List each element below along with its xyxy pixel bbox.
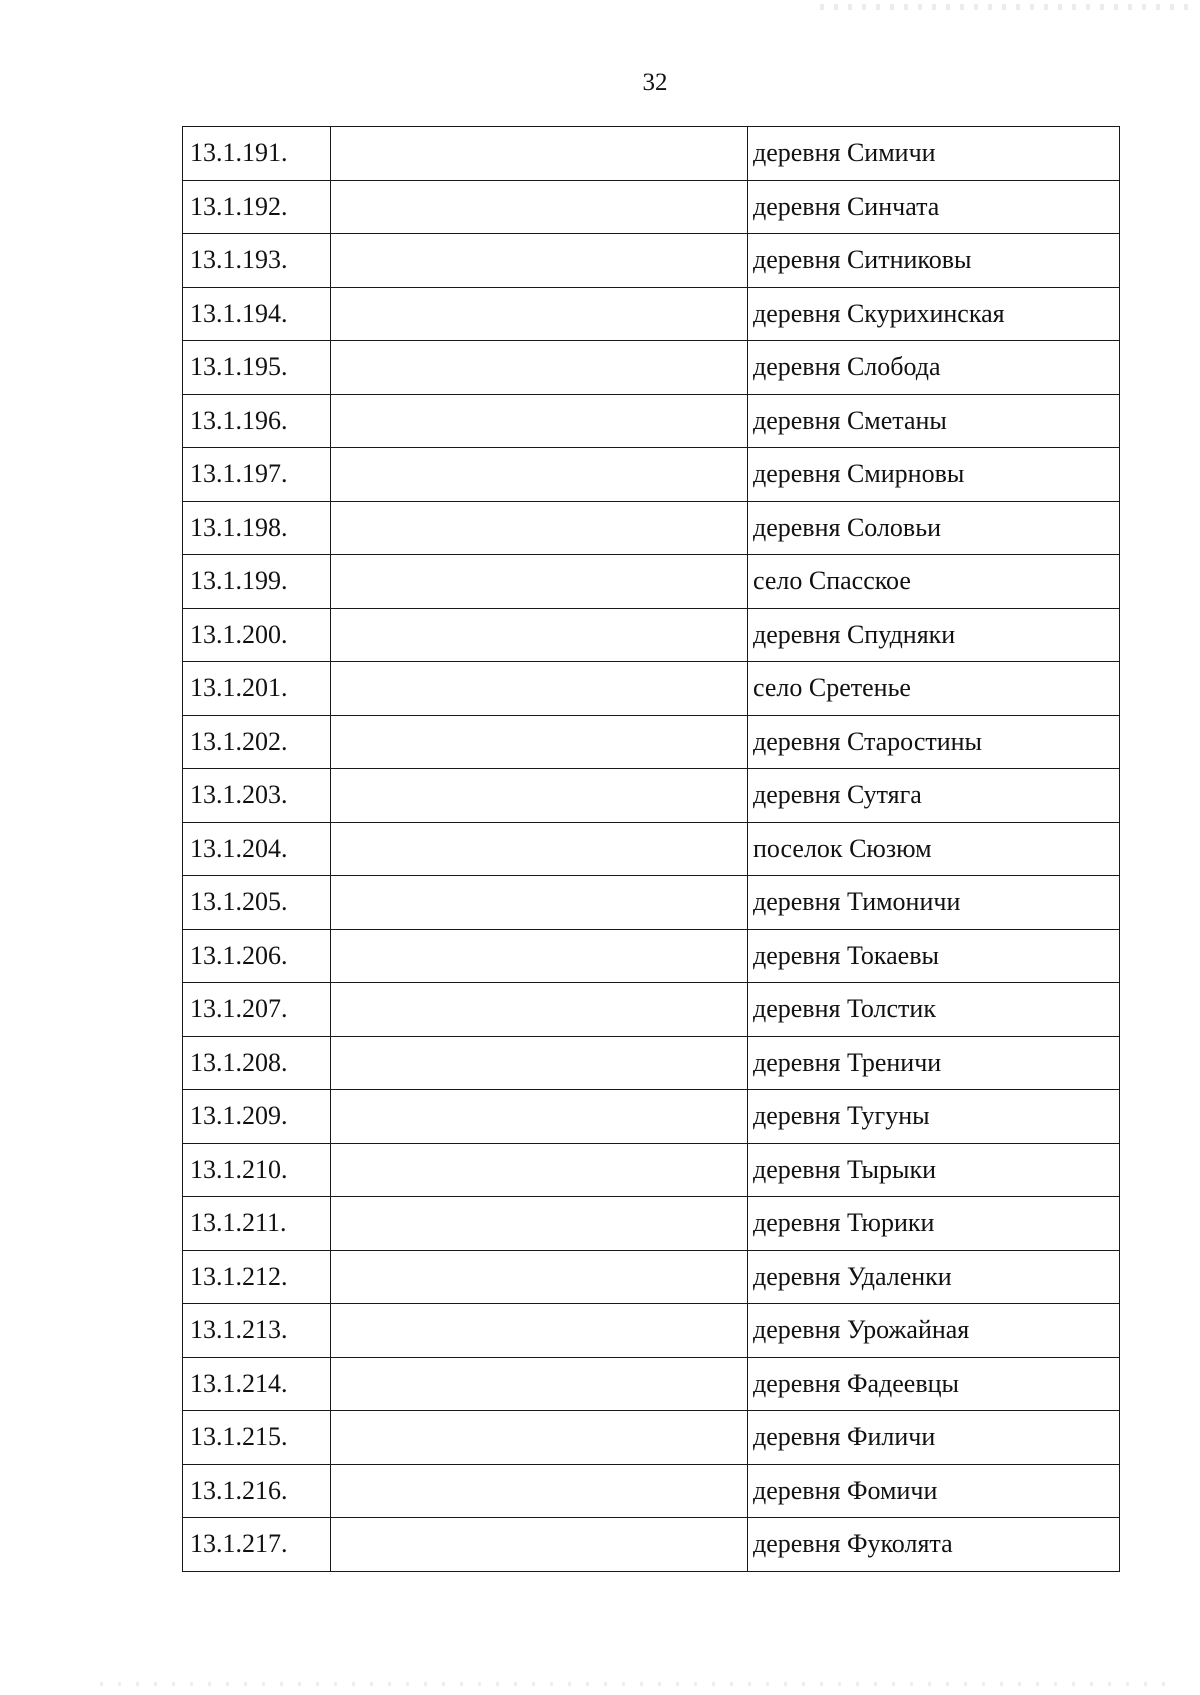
row-number-cell: 13.1.217. [183,1518,331,1572]
settlement-name-cell: поселок Сюзюм [748,822,1120,876]
table-body [183,127,1120,1572]
settlement-name-cell: деревня Симичи [748,127,1120,181]
row-number-cell: 13.1.212. [183,1250,331,1304]
table-row [183,1250,1120,1304]
empty-middle-cell [331,180,748,234]
row-number-cell: 13.1.203. [183,769,331,823]
settlement-name-cell: деревня Филичи [748,1411,1120,1465]
settlement-name-cell: деревня Тюрики [748,1197,1120,1251]
table-row [183,715,1120,769]
empty-middle-cell [331,769,748,823]
settlement-name-cell: деревня Удаленки [748,1250,1120,1304]
settlement-name-cell: деревня Тырыки [748,1143,1120,1197]
table-row [183,1143,1120,1197]
table-row [183,608,1120,662]
table-row [183,127,1120,181]
row-number-cell: 13.1.207. [183,983,331,1037]
row-number-cell: 13.1.199. [183,555,331,609]
empty-middle-cell [331,394,748,448]
empty-middle-cell [331,1090,748,1144]
empty-middle-cell [331,983,748,1037]
table-row [183,1464,1120,1518]
empty-middle-cell [331,287,748,341]
page-number: 32 [642,69,668,96]
settlement-name-cell: деревня Сметаны [748,394,1120,448]
settlement-name-cell: деревня Синчата [748,180,1120,234]
empty-middle-cell [331,662,748,716]
table-row [183,1036,1120,1090]
row-number-cell: 13.1.210. [183,1143,331,1197]
settlement-name-cell: деревня Токаевы [748,929,1120,983]
table-row [183,1304,1120,1358]
scan-artifact-top [820,4,1190,10]
row-number-cell: 13.1.191. [183,127,331,181]
settlement-name-cell: деревня Толстик [748,983,1120,1037]
table-row [183,448,1120,502]
row-number-cell: 13.1.202. [183,715,331,769]
table-row [183,983,1120,1037]
settlement-name-cell: деревня Тимоничи [748,876,1120,930]
empty-middle-cell [331,876,748,930]
empty-middle-cell [331,608,748,662]
table-row [183,501,1120,555]
settlement-name-cell: деревня Фомичи [748,1464,1120,1518]
row-number-cell: 13.1.215. [183,1411,331,1465]
settlement-name-cell: деревня Сутяга [748,769,1120,823]
row-number-cell: 13.1.204. [183,822,331,876]
table-row [183,929,1120,983]
settlement-name-cell: деревня Скурихинская [748,287,1120,341]
empty-middle-cell [331,127,748,181]
settlement-name-cell: деревня Спудняки [748,608,1120,662]
settlement-name-cell: деревня Треничи [748,1036,1120,1090]
row-number-cell: 13.1.192. [183,180,331,234]
row-number-cell: 13.1.193. [183,234,331,288]
settlement-name-cell: село Спасское [748,555,1120,609]
settlement-name-cell: деревня Фадеевцы [748,1357,1120,1411]
empty-middle-cell [331,1357,748,1411]
row-number-cell: 13.1.213. [183,1304,331,1358]
empty-middle-cell [331,341,748,395]
table-row [183,1357,1120,1411]
scan-artifact-bottom [100,1682,1170,1686]
empty-middle-cell [331,501,748,555]
row-number-cell: 13.1.195. [183,341,331,395]
settlements-table [182,126,1120,1572]
row-number-cell: 13.1.208. [183,1036,331,1090]
settlement-name-cell: деревня Соловьи [748,501,1120,555]
empty-middle-cell [331,1250,748,1304]
row-number-cell: 13.1.214. [183,1357,331,1411]
settlement-name-cell: деревня Слобода [748,341,1120,395]
settlement-name-cell: деревня Старостины [748,715,1120,769]
row-number-cell: 13.1.216. [183,1464,331,1518]
table-row [183,234,1120,288]
table-row [183,555,1120,609]
row-number-cell: 13.1.198. [183,501,331,555]
settlement-name-cell: село Сретенье [748,662,1120,716]
row-number-cell: 13.1.209. [183,1090,331,1144]
settlement-name-cell: деревня Смирновы [748,448,1120,502]
table-row [183,1518,1120,1572]
table-row [183,1197,1120,1251]
row-number-cell: 13.1.197. [183,448,331,502]
empty-middle-cell [331,715,748,769]
table-row [183,662,1120,716]
empty-middle-cell [331,822,748,876]
table-row [183,394,1120,448]
settlement-name-cell: деревня Тугуны [748,1090,1120,1144]
settlement-name-cell: деревня Ситниковы [748,234,1120,288]
table-row [183,180,1120,234]
table-row [183,1090,1120,1144]
table-row [183,1411,1120,1465]
empty-middle-cell [331,1197,748,1251]
empty-middle-cell [331,1304,748,1358]
empty-middle-cell [331,1411,748,1465]
row-number-cell: 13.1.206. [183,929,331,983]
empty-middle-cell [331,929,748,983]
settlement-name-cell: деревня Урожайная [748,1304,1120,1358]
empty-middle-cell [331,1036,748,1090]
table-row [183,822,1120,876]
table-row [183,287,1120,341]
settlement-name-cell: деревня Фуколята [748,1518,1120,1572]
row-number-cell: 13.1.196. [183,394,331,448]
row-number-cell: 13.1.200. [183,608,331,662]
table-row [183,769,1120,823]
empty-middle-cell [331,1464,748,1518]
row-number-cell: 13.1.211. [183,1197,331,1251]
table-row [183,341,1120,395]
empty-middle-cell [331,234,748,288]
empty-middle-cell [331,1143,748,1197]
row-number-cell: 13.1.194. [183,287,331,341]
row-number-cell: 13.1.205. [183,876,331,930]
empty-middle-cell [331,448,748,502]
empty-middle-cell [331,1518,748,1572]
row-number-cell: 13.1.201. [183,662,331,716]
table-row [183,876,1120,930]
empty-middle-cell [331,555,748,609]
